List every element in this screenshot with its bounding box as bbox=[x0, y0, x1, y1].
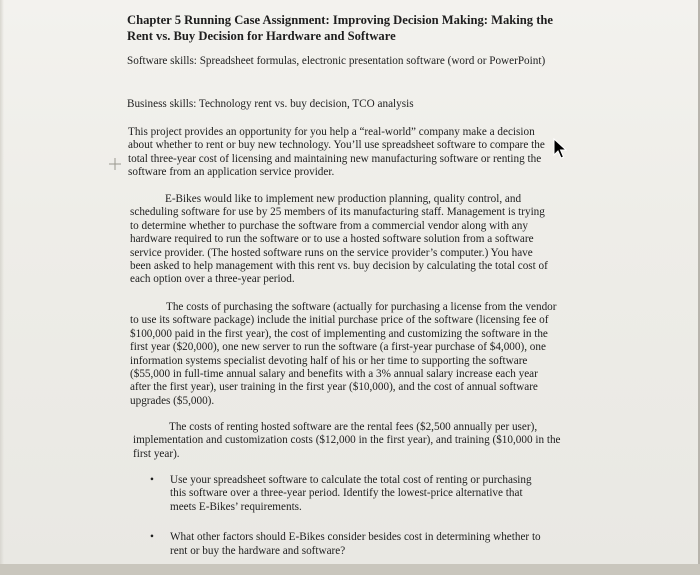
task-calculate-cost: Use your spreadsheet software to calculate the total cost of renting or purchasing this software over a three-year period. Identify the lowest-price alternative that meets E-Bikes’ requirements. bbox=[170, 474, 532, 513]
intro-paragraph: This project provides an opportunity for you help a “real-world” company make a decision about whether to rent or buy new technology. You’ll use spreadsheet software to compare the total three-year cost of licensing and maintaining new manufacturing software or renting the software from an application service provider. bbox=[128, 126, 545, 179]
mouse-pointer-icon bbox=[553, 138, 567, 160]
bullet-dot: • bbox=[150, 531, 154, 544]
ebikes-paragraph: E-Bikes would like to implement new production planning, quality control, and scheduling software for use by 25 members of its manufacturing staff. Management is trying to determine whether to purchase the software from a commercial vendor along with any hardware required to run the software or to use a hosted software solution from a software service provider. (The hosted software runs on the service provider’s computer.) You have been asked to help management with this rent vs. buy decision by calculating the total cost of each option over a three-year period. bbox=[130, 193, 548, 286]
rent-costs-paragraph: The costs of renting hosted software are the rental fees ($2,500 annually per user), implementation and customization costs ($12,000 in the first year), and training ($10,000 in the first year). bbox=[133, 421, 561, 460]
purchase-costs-paragraph: The costs of purchasing the software (actually for purchasing a license from the vendor to use its software package) include the initial purchase price of the software (licensing fee of $100,000 paid in the first year), the cost of implementing and customizing the software in the first year ($20,000), one new server to run the software (a first-year purchase of $4,000), one information systems specialist devoting half of his or her time to supporting the software ($55,000 in full-time annual salary and benefits with a 3% annual salary increase each year after the first year), user training in the first year ($10,000), and the cost of annual software upgrades ($5,000). bbox=[130, 301, 557, 407]
assignment-title: Chapter 5 Running Case Assignment: Improving Decision Making: Making the Rent vs. Buy Decision for Hardware and Software bbox=[127, 13, 554, 43]
crosshair-icon bbox=[108, 157, 122, 171]
business-skills: Business skills: Technology rent vs. buy decision, TCO analysis bbox=[127, 98, 414, 110]
task-list bbox=[150, 474, 550, 575]
list-item bbox=[150, 474, 550, 514]
list-item bbox=[150, 531, 550, 558]
task-other-factors: What other factors should E-Bikes consider besides cost in determining whether to rent or buy the hardware and software? bbox=[170, 531, 541, 557]
bullet-dot: • bbox=[150, 474, 154, 486]
software-skills: Software skills: Spreadsheet formulas, electronic presentation software (word or PowerPoint) bbox=[127, 55, 546, 67]
page-left-edge bbox=[0, 0, 4, 564]
